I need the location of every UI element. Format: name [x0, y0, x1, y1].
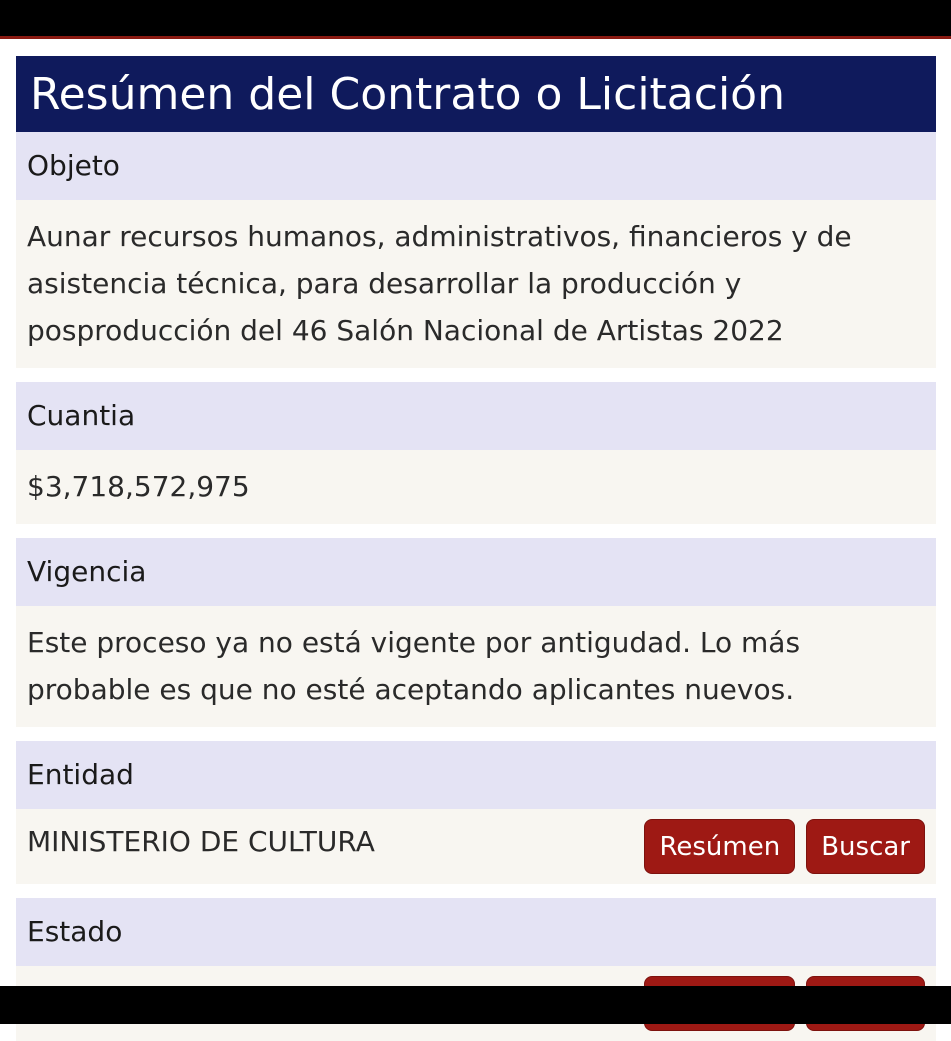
- estado-label: Estado: [16, 898, 936, 966]
- entidad-label: Entidad: [16, 741, 936, 809]
- entidad-actions: [644, 819, 925, 874]
- entidad-section: [16, 741, 936, 884]
- entidad-value: MINISTERIO DE CULTURA: [27, 825, 375, 858]
- objeto-value: Aunar recursos humanos, administrativos, financieros y de asistencia técnica, para desarrollar la producción y posproducción del 46 Salón Nacional de Artistas 2022: [16, 200, 936, 368]
- entidad-buscar-button[interactable]: Buscar: [806, 819, 925, 874]
- top-bar: [0, 0, 951, 39]
- cuantia-value: $3,718,572,975: [16, 450, 936, 524]
- objeto-label: Objeto: [16, 132, 936, 200]
- cuantia-label: Cuantia: [16, 382, 936, 450]
- objeto-section: [16, 132, 936, 368]
- vigencia-value: Este proceso ya no está vigente por antigudad. Lo más probable es que no esté aceptando aplicantes nuevos.: [16, 606, 936, 727]
- vigencia-section: [16, 538, 936, 727]
- entidad-row: [16, 809, 936, 884]
- cuantia-section: [16, 382, 936, 524]
- entidad-resumen-button[interactable]: Resúmen: [644, 819, 795, 874]
- page-title: Resúmen del Contrato o Licitación: [16, 56, 936, 132]
- contract-summary: [16, 56, 936, 986]
- bottom-bar: [0, 986, 951, 1024]
- vigencia-label: Vigencia: [16, 538, 936, 606]
